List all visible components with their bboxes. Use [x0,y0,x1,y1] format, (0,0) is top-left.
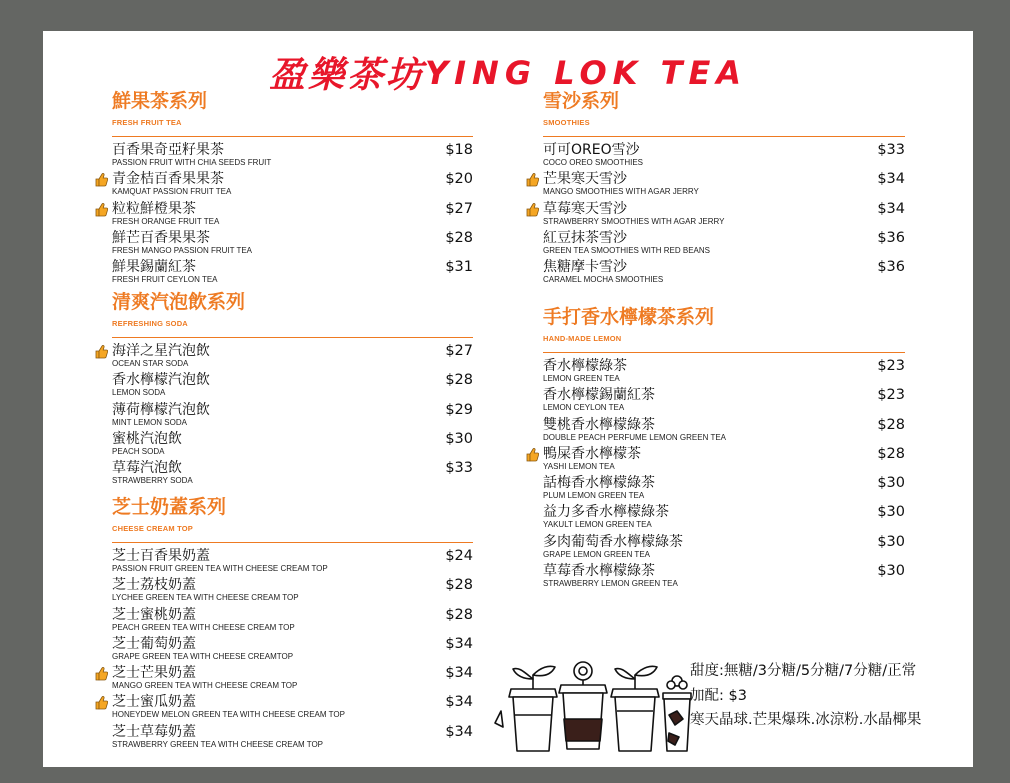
section-fresh-fruit-tea [112,89,473,290]
item-english-name: YASHI LEMON TEA [543,461,615,471]
item-name: 薄荷檸檬汽泡飲 [112,401,210,418]
item-price: $28 [445,372,473,389]
item-english-name: FRESH ORANGE FRUIT TEA [112,216,220,226]
item-english-name: LEMON CEYLON TEA [543,403,625,413]
item-price: $30 [877,504,905,521]
item-english-name: STRAWBERRY SODA [112,476,193,486]
item-english-name: OCEAN STAR SODA [112,359,189,368]
item-name: 香水檸檬錫蘭紅茶 [543,387,655,404]
menu-item [543,415,905,444]
brand-name-english: YING LOK TEA [424,53,748,92]
thumbs-up-icon [525,202,539,217]
item-price: $34 [445,694,473,711]
item-price: $28 [877,445,905,462]
menu-board [43,31,973,767]
section-subtitle: FRESH FRUIT TEA [112,118,182,127]
section-subtitle: SMOOTHIES [543,118,590,127]
item-english-name: PEACH SODA [112,446,165,456]
menu-item [543,140,905,169]
menu-column-right [543,89,905,590]
item-price: $34 [877,171,905,188]
menu-item [543,257,905,286]
item-name: 焦糖摩卡雪沙 [543,259,627,276]
menu-item [112,199,473,228]
item-english-name: LYCHEE GREEN TEA WITH CHEESE CREAM TOP [112,593,299,603]
addon-price: 加配: $3 [690,687,747,704]
item-price: $34 [877,200,905,217]
item-price: $31 [445,259,473,276]
menu-item [112,605,473,634]
section-cheese-cream-top [112,495,473,751]
menu-item [543,228,905,257]
item-price: $34 [445,635,473,652]
topping-options: 寒天晶球.芒果爆珠.冰涼粉.水晶椰果 [690,712,922,728]
item-price: $28 [445,606,473,623]
item-name: 草莓寒天雪沙 [543,200,627,217]
thumbs-up-icon [525,447,539,462]
menu-item [543,532,905,561]
thumbs-up-icon [525,172,539,187]
menu-item [112,722,473,751]
thumbs-up-icon [94,344,108,359]
item-name: 芝士葡萄奶蓋 [112,635,196,652]
item-english-name: GRAPE GREEN TEA WITH CHEESE CREAMTOP [112,651,294,661]
item-name: 粒粒鮮橙果茶 [112,200,196,217]
item-name: 芝士荔枝奶蓋 [112,577,196,594]
section-subtitle: HAND-MADE LEMON [543,334,622,343]
item-price: $28 [877,416,905,433]
item-name: 芝士蜜桃奶蓋 [112,606,196,623]
item-name: 百香果奇亞籽果茶 [112,142,224,158]
item-name: 青金桔百香果果茶 [112,171,224,188]
menu-item [112,341,473,370]
item-name: 多肉葡萄香水檸檬綠茶 [543,533,683,550]
item-price: $23 [877,358,905,374]
menu-item [112,169,473,198]
item-name: 可可OREO雪沙 [543,142,640,158]
menu-item [112,257,473,286]
menu-item [112,663,473,692]
item-price: $30 [877,563,905,580]
item-price: $24 [445,548,473,564]
item-name: 芝士草莓奶蓋 [112,723,196,740]
thumbs-up-icon [94,172,108,187]
item-english-name: KAMQUAT PASSION FRUIT TEA [112,187,232,197]
thumbs-up-icon [94,202,108,217]
item-price: $23 [877,387,905,404]
menu-item [112,634,473,663]
item-english-name: FRESH MANGO PASSION FRUIT TEA [112,245,253,255]
section-refreshing-soda [112,290,473,495]
item-price: $34 [445,665,473,682]
item-english-name: PASSION FRUIT GREEN TEA WITH CHEESE CREAM TOP [112,564,328,573]
item-name: 芒果寒天雪沙 [543,171,627,188]
section-hand-made-lemon [543,305,905,590]
item-price: $28 [445,229,473,246]
menu-footer-notes [690,659,921,733]
section-divider [112,337,473,338]
menu-item [112,228,473,257]
section-smoothies [543,89,905,305]
menu-item [112,400,473,429]
item-price: $33 [877,142,905,158]
item-english-name: FRESH FRUIT CEYLON TEA [112,275,218,285]
item-english-name: HONEYDEW MELON GREEN TEA WITH CHEESE CREAM TOP [112,710,345,720]
item-english-name: LEMON GREEN TEA [543,374,620,383]
item-price: $34 [445,723,473,740]
item-name: 草莓汽泡飲 [112,460,182,477]
item-name: 芝士芒果奶蓋 [112,665,196,682]
section-title: 雪沙系列 [543,90,620,112]
menu-item [112,575,473,604]
sweetness-options: 甜度:無糖/3分糖/5分糖/7分糖/正常 [690,663,917,679]
section-subtitle: CHEESE CREAM TOP [112,524,193,533]
item-english-name: STRAWBERRY SMOOTHIES WITH AGAR JERRY [543,216,725,226]
menu-item [543,502,905,531]
item-price: $18 [445,142,473,158]
menu-item [112,692,473,721]
section-title: 清爽汽泡飲系列 [112,291,246,313]
item-name: 鴨屎香水檸檬茶 [543,445,641,462]
brand-name-chinese: 盈樂茶坊 [268,54,425,96]
item-price: $27 [445,343,473,359]
item-price: $36 [877,259,905,276]
item-english-name: LEMON SODA [112,388,166,398]
item-name: 雙桃香水檸檬綠茶 [543,416,655,433]
menu-item [543,356,905,385]
menu-item [112,140,473,169]
thumbs-up-icon [94,666,108,681]
item-english-name: MANGO SMOOTHIES WITH AGAR JERRY [543,187,699,197]
item-name: 鮮果錫蘭紅茶 [112,259,196,276]
section-title: 鮮果茶系列 [112,90,208,112]
menu-column-left [112,89,473,751]
thumbs-up-icon [94,695,108,710]
item-name: 話梅香水檸檬綠茶 [543,475,655,492]
menu-item [543,385,905,414]
item-price: $20 [445,171,473,188]
item-english-name: PLUM LEMON GREEN TEA [543,491,645,501]
item-price: $30 [877,533,905,550]
bubble-tea-cups-illustration [493,645,693,755]
item-name: 益力多香水檸檬綠茶 [543,504,669,521]
item-name: 草莓香水檸檬綠茶 [543,563,655,580]
section-divider [112,136,473,137]
item-name: 香水檸檬汽泡飲 [112,372,210,389]
item-price: $28 [445,577,473,594]
menu-item [543,444,905,473]
section-divider [543,352,905,353]
item-name: 鮮芒百香果果茶 [112,229,210,246]
menu-item [543,561,905,590]
section-divider [543,136,905,137]
item-english-name: CARAMEL MOCHA SMOOTHIES [543,275,664,285]
item-name: 芝士蜜瓜奶蓋 [112,694,196,711]
item-english-name: GREEN TEA SMOOTHIES WITH RED BEANS [543,245,710,255]
item-price: $27 [445,200,473,217]
item-price: $30 [877,475,905,492]
item-english-name: YAKULT LEMON GREEN TEA [543,520,652,530]
item-english-name: MANGO GREEN TEA WITH CHEESE CREAM TOP [112,681,298,691]
section-subtitle: REFRESHING SODA [112,319,188,328]
item-name: 紅豆抹茶雪沙 [543,229,627,246]
item-name: 芝士百香果奶蓋 [112,548,210,564]
menu-item [112,458,473,487]
menu-item [112,370,473,399]
menu-item [112,546,473,575]
item-price: $33 [445,460,473,477]
section-title: 芝士奶蓋系列 [112,496,227,518]
item-english-name: COCO OREO SMOOTHIES [543,158,644,167]
menu-item [543,169,905,198]
item-english-name: MINT LEMON SODA [112,417,187,427]
item-price: $29 [445,401,473,418]
item-english-name: STRAWBERRY LEMON GREEN TEA [543,579,678,589]
item-english-name: GRAPE LEMON GREEN TEA [543,549,650,559]
section-title: 手打香水檸檬茶系列 [543,306,715,328]
item-name: 蜜桃汽泡飲 [112,430,182,447]
item-english-name: STRAWBERRY GREEN TEA WITH CHEESE CREAM TOP [112,739,324,749]
item-english-name: DOUBLE PEACH PERFUME LEMON GREEN TEA [543,432,726,442]
item-price: $30 [445,430,473,447]
item-price: $36 [877,229,905,246]
section-divider [112,542,473,543]
item-english-name: PASSION FRUIT WITH CHIA SEEDS FRUIT [112,158,272,167]
item-english-name: PEACH GREEN TEA WITH CHEESE CREAM TOP [112,622,295,632]
menu-item [543,199,905,228]
item-name: 海洋之星汽泡飲 [112,343,210,359]
item-name: 香水檸檬綠茶 [543,358,627,374]
menu-item [543,473,905,502]
menu-item [112,429,473,458]
